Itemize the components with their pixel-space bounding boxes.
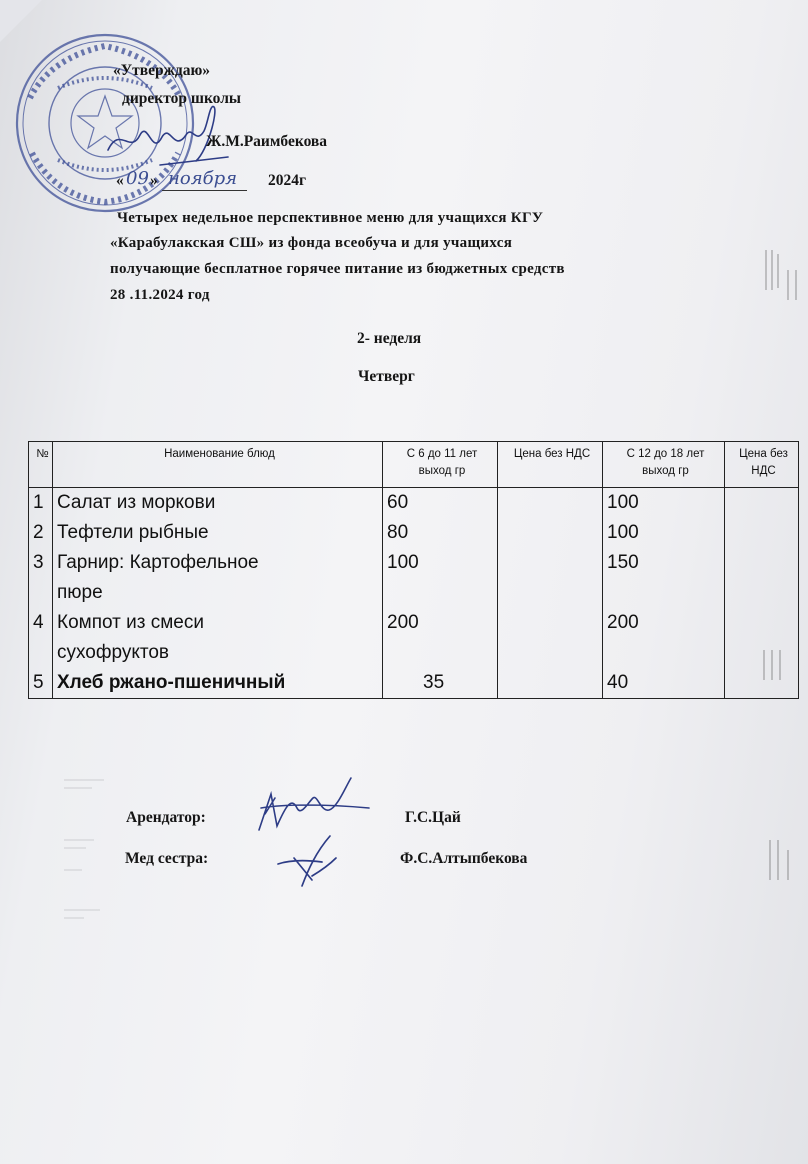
bleed-through-marks <box>60 770 180 970</box>
row-number: 5 <box>29 668 53 699</box>
header-dish: Наименование блюд <box>53 442 383 488</box>
date-underline <box>162 190 247 191</box>
row-number: 4 <box>29 608 53 668</box>
portion-12-18: 200 <box>603 608 725 668</box>
menu-table <box>28 441 799 699</box>
nurse-label: Мед сестра: <box>125 850 209 867</box>
approval-name: Ж.М.Раимбекова <box>206 133 328 150</box>
dish-name: Тефтели рыбные <box>53 518 383 548</box>
renter-label: Арендатор: <box>126 809 206 826</box>
portion-12-18: 100 <box>603 518 725 548</box>
price-cell <box>498 668 603 699</box>
approval-year: 2024г <box>268 172 307 189</box>
approval-role: директор школы <box>122 90 242 107</box>
price-cell <box>498 548 603 608</box>
price-cell <box>498 518 603 548</box>
heading-line-1: Четырех недельное перспективное меню для учащихся КГУ <box>117 210 544 226</box>
table-header-row <box>29 442 799 488</box>
header-price-2: Цена без НДС <box>725 442 799 488</box>
day-of-week: Четверг <box>358 368 415 385</box>
header-age-12-18: С 12 до 18 лет выход гр <box>603 442 725 488</box>
header-price-1: Цена без НДС <box>498 442 603 488</box>
portion-12-18: 150 <box>603 548 725 608</box>
table-row <box>29 488 799 519</box>
approval-day-handwritten: 09 <box>126 168 149 189</box>
approval-day-open: « <box>116 172 124 189</box>
portion-6-11: 200 <box>383 608 498 668</box>
portion-6-11: 35 <box>383 668 498 699</box>
edge-bleed-marks <box>758 230 804 1050</box>
row-number: 1 <box>29 488 53 519</box>
header-number: № <box>29 442 53 488</box>
row-number: 2 <box>29 518 53 548</box>
portion-6-11: 80 <box>383 518 498 548</box>
price-cell <box>498 488 603 519</box>
portion-6-11: 100 <box>383 548 498 608</box>
table-row <box>29 518 799 548</box>
header-age-6-11: С 6 до 11 лет выход гр <box>383 442 498 488</box>
portion-12-18: 100 <box>603 488 725 519</box>
portion-12-18: 40 <box>603 668 725 699</box>
renter-name: Г.С.Цай <box>405 809 461 826</box>
approval-day-close: » <box>150 172 158 189</box>
nurse-signature <box>272 830 362 890</box>
renter-signature <box>245 768 375 838</box>
week-label: 2- неделя <box>357 330 422 347</box>
dish-name: Компот из смеси сухофруктов <box>53 608 383 668</box>
table-row <box>29 668 799 699</box>
dish-name: Гарнир: Картофельное пюре <box>53 548 383 608</box>
approval-month-handwritten: ноября <box>168 168 238 189</box>
price-cell <box>498 608 603 668</box>
dish-name: Салат из моркови <box>53 488 383 519</box>
heading-line-3: получающие бесплатное горячее питание из бюджетных средств <box>110 261 565 277</box>
heading-line-2: «Карабулакская СШ» из фонда всеобуча и для учащихся <box>110 235 513 251</box>
table-row <box>29 548 799 608</box>
nurse-name: Ф.С.Алтыпбекова <box>400 850 528 867</box>
table-row <box>29 608 799 668</box>
approval-title: «Утверждаю» <box>113 62 211 79</box>
dish-name: Хлеб ржано-пшеничный <box>53 668 383 699</box>
portion-6-11: 60 <box>383 488 498 519</box>
row-number: 3 <box>29 548 53 608</box>
heading-line-4: 28 .11.2024 год <box>110 287 210 303</box>
